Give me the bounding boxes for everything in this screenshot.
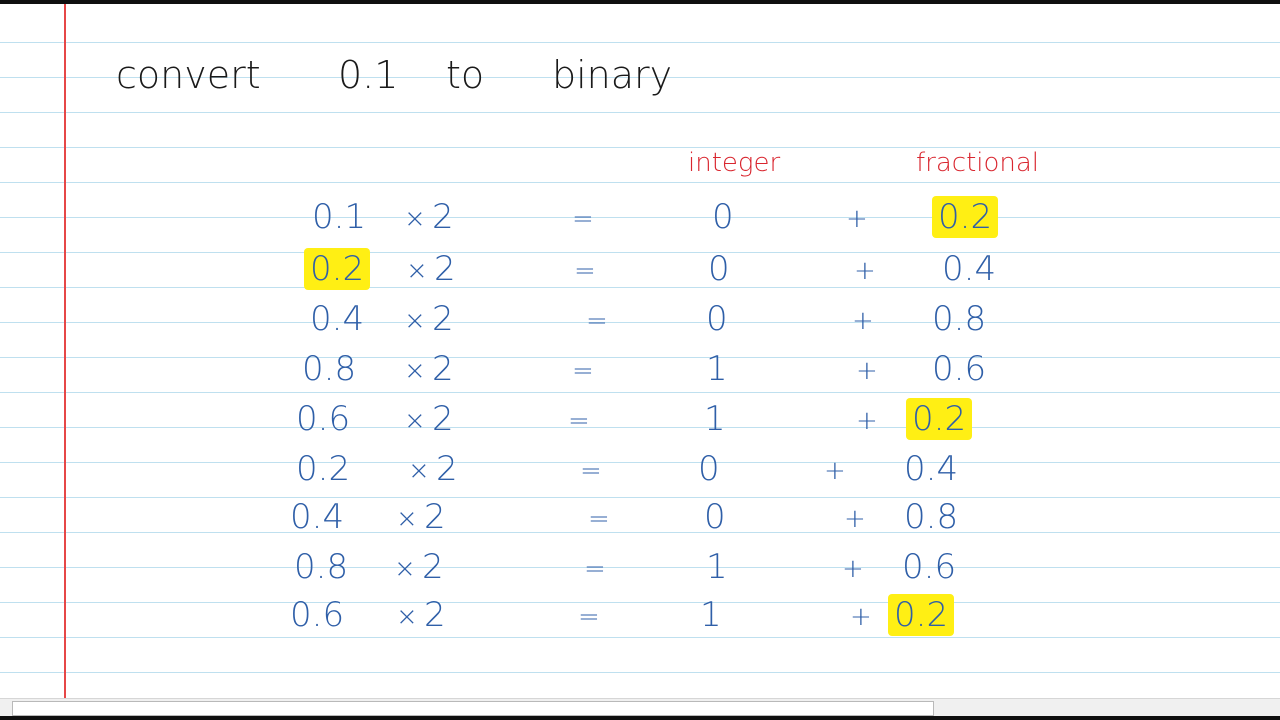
- row-integer-part: 1: [700, 595, 722, 635]
- row-fractional-part: 0.6: [932, 349, 987, 389]
- row-value: 0.4: [310, 299, 365, 339]
- equals-sign: =: [578, 602, 600, 632]
- row-fractional-part: 0.4: [942, 249, 997, 289]
- row-multiplier: 2: [432, 399, 454, 439]
- notebook-page: [0, 4, 1280, 698]
- bottom-window-border: [0, 716, 1280, 720]
- equals-sign: =: [568, 406, 590, 436]
- times-sign: ×: [404, 204, 426, 234]
- times-sign: ×: [404, 406, 426, 436]
- row-integer-part: 0: [708, 249, 730, 289]
- plus-sign: +: [850, 602, 872, 632]
- title-word-binary: binary: [552, 53, 673, 97]
- row-integer-part: 1: [706, 547, 728, 587]
- row-fractional-part: 0.6: [902, 547, 957, 587]
- row-multiplier: 2: [434, 249, 456, 289]
- row-fractional-part: 0.8: [932, 299, 987, 339]
- equals-sign: =: [580, 456, 602, 486]
- row-multiplier: 2: [424, 595, 446, 635]
- plus-sign: +: [842, 554, 864, 584]
- header-fractional: fractional: [916, 148, 1040, 178]
- equals-sign: =: [588, 504, 610, 534]
- row-fractional-part: 0.2: [932, 196, 998, 238]
- row-value: 0.8: [302, 349, 357, 389]
- equals-sign: =: [572, 204, 594, 234]
- times-sign: ×: [404, 306, 426, 336]
- equals-sign: =: [584, 554, 606, 584]
- plus-sign: +: [852, 306, 874, 336]
- row-multiplier: 2: [432, 299, 454, 339]
- row-integer-part: 0: [698, 449, 720, 489]
- row-fractional-part: 0.4: [904, 449, 959, 489]
- plus-sign: +: [856, 356, 878, 386]
- row-fractional-part: 0.2: [906, 398, 972, 440]
- row-multiplier: 2: [424, 497, 446, 537]
- plus-sign: +: [846, 204, 868, 234]
- times-sign: ×: [396, 504, 418, 534]
- scrollbar-thumb[interactable]: [12, 701, 934, 716]
- times-sign: ×: [396, 602, 418, 632]
- row-value: 0.6: [296, 399, 351, 439]
- plus-sign: +: [854, 256, 876, 286]
- title-number: 0.1: [338, 53, 399, 97]
- row-multiplier: 2: [436, 449, 458, 489]
- row-integer-part: 1: [706, 349, 728, 389]
- header-integer: integer: [688, 148, 781, 178]
- row-value: 0.2: [304, 248, 370, 290]
- row-fractional-part: 0.8: [904, 497, 959, 537]
- row-integer-part: 1: [704, 399, 726, 439]
- times-sign: ×: [394, 554, 416, 584]
- row-integer-part: 0: [712, 197, 734, 237]
- margin-line: [64, 4, 66, 698]
- row-integer-part: 0: [706, 299, 728, 339]
- plus-sign: +: [844, 504, 866, 534]
- equals-sign: =: [586, 306, 608, 336]
- equals-sign: =: [572, 356, 594, 386]
- row-fractional-part: 0.2: [888, 594, 954, 636]
- row-multiplier: 2: [422, 547, 444, 587]
- row-value: 0.4: [290, 497, 345, 537]
- times-sign: ×: [404, 356, 426, 386]
- row-multiplier: 2: [432, 349, 454, 389]
- row-integer-part: 0: [704, 497, 726, 537]
- times-sign: ×: [406, 256, 428, 286]
- row-value: 0.1: [312, 197, 367, 237]
- plus-sign: +: [824, 456, 846, 486]
- title-word-convert: convert: [116, 53, 261, 97]
- row-value: 0.6: [290, 595, 345, 635]
- row-multiplier: 2: [432, 197, 454, 237]
- times-sign: ×: [408, 456, 430, 486]
- equals-sign: =: [574, 256, 596, 286]
- horizontal-scrollbar[interactable]: [0, 698, 1280, 717]
- row-value: 0.8: [294, 547, 349, 587]
- title-word-to: to: [446, 53, 485, 97]
- plus-sign: +: [856, 406, 878, 436]
- row-value: 0.2: [296, 449, 351, 489]
